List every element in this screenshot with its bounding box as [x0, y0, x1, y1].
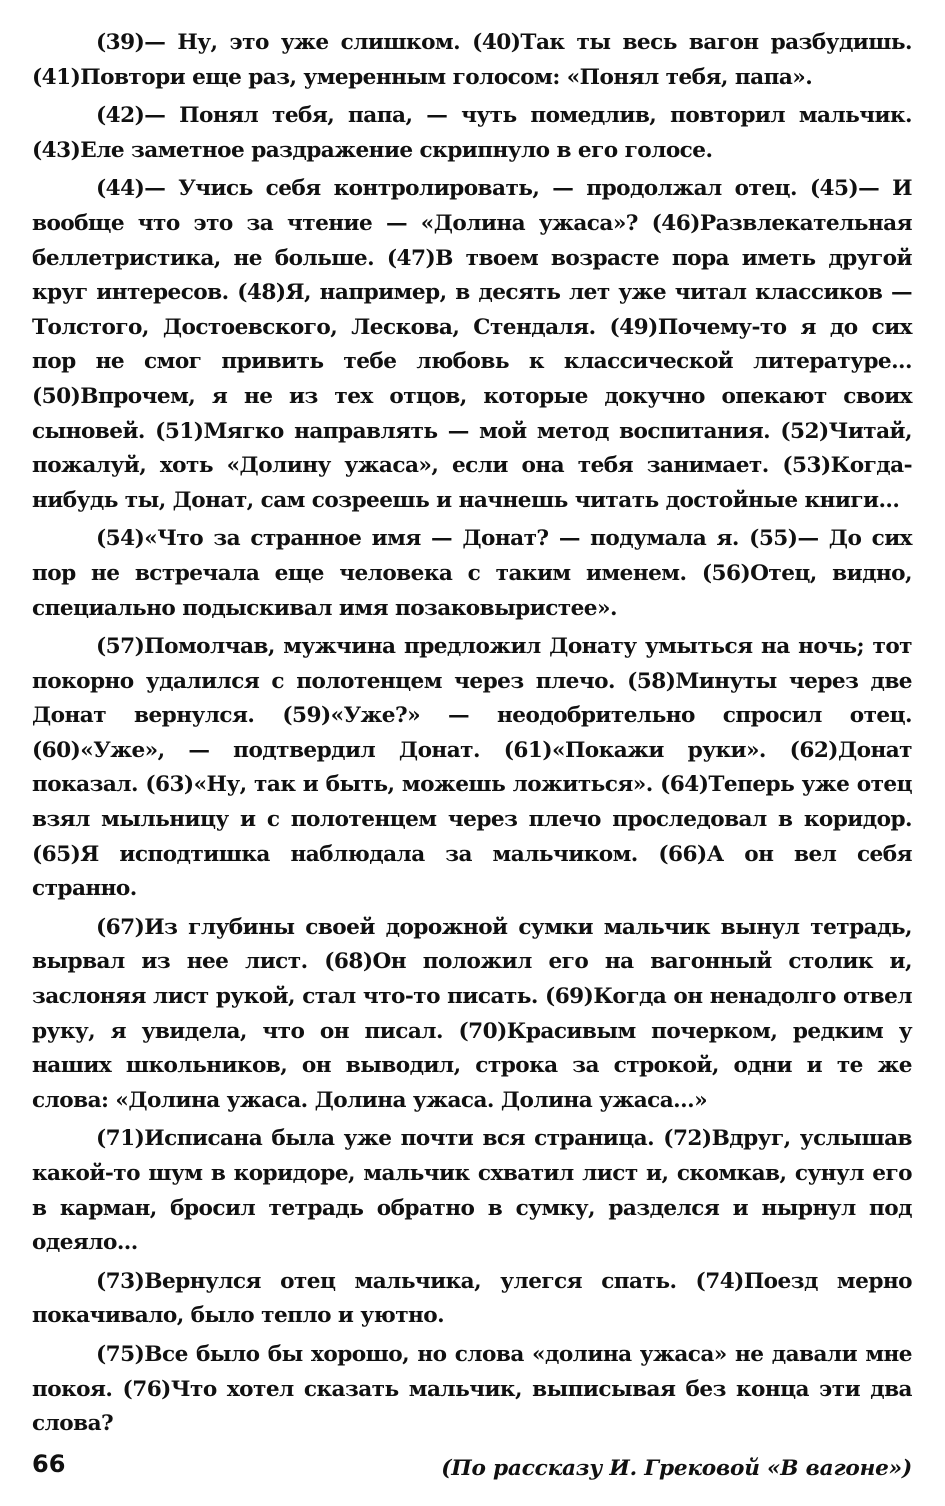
paragraph-67-70: (67)Из глубины своей дорожной сумки мальчик вынул тетрадь, вырвал из нее лист. (68)Он положил его на вагонный столик и, заслоняя лист рукой, стал что-то писать. (69)Когда он ненадолго отвел руку, я увидела, что он писал. (70)Красивым почерком, редким у наших школьников, он выводил, строка за строкой, одни и те же слова: «Долина ужаса. Долина ужаса. Долина ужаса...» [32, 914, 912, 1113]
book-page [32, 26, 912, 1486]
paragraph-73-74: (73)Вернулся отец мальчика, улегся спать. (74)Поезд мерно покачивало, было тепло и уютно. [32, 1268, 912, 1329]
paragraph-54-56: (54)«Что за странное имя — Донат? — подумала я. (55)— До сих пор не встречала еще человека с таким именем. (56)Отец, видно, специально подыскивал имя позаковыристее». [32, 526, 912, 621]
paragraph-42-43: (42)— Понял тебя, папа, — чуть помедлив, повторил мальчик. (43)Еле заметное раздражение скрипнуло в его голосе. [32, 103, 912, 163]
paragraph-44-53: (44)— Учись себя контролировать, — продолжал отец. (45)— И вообще что это за чтение — «Долина ужаса»? (46)Развлекательная беллетристика, не больше. (47)В твоем возрасте пора иметь другой круг интересов. (48)Я, например, в десять лет уже читал классиков — Толстого, Достоевского, Лескова, Стендаля. (49)Почему-то я до сих пор не смог привить тебе любовь к классической литературе... (50)Впрочем, я не из тех отцов, которые докучно опекают своих сыновей. (51)Мягко направлять — мой метод воспитания. (52)Читай, пожалуй, хоть «Долину ужаса», если она тебя занимает. (53)Когда-нибудь ты, Донат, сам созреешь и начнешь читать достойные книги... [32, 176, 912, 513]
paragraph-71-72: (71)Исписана была уже почти вся страница. (72)Вдруг, услышав какой-то шум в коридоре, мальчик схватил лист и, скомкав, сунул его в карман, бросил тетрадь обратно в сумку, разделся и нырнул под одеяло... [32, 1126, 912, 1256]
source-attribution: (По рассказу И. Грековой «В вагоне») [441, 1455, 912, 1481]
page-number: 66 [32, 1450, 66, 1478]
paragraph-39-41: (39)— Ну, это уже слишком. (40)Так ты весь вагон разбудишь. (41)Повтори еще раз, умеренным голосом: «Понял тебя, папа». [32, 30, 912, 90]
paragraph-57-66: (57)Помолчав, мужчина предложил Донату умыться на ночь; тот покорно удалился с полотенцем через плечо. (58)Минуты через две Донат вернулся. (59)«Уже?» — неодобрительно спросил отец. (60)«Уже», — подтвердил Донат. (61)«Покажи руки». (62)Донат показал. (63)«Ну, так и быть, можешь ложиться». (64)Теперь уже отец взял мыльницу и с полотенцем через плечо проследовал в коридор. (65)Я исподтишка наблюдала за мальчиком. (66)А он вел себя странно. [32, 634, 912, 902]
paragraph-75-76: (75)Все было бы хорошо, но слова «долина ужаса» не давали мне покоя. (76)Что хотел сказать мальчик, выписывая без конца эти два слова? [32, 1341, 912, 1437]
